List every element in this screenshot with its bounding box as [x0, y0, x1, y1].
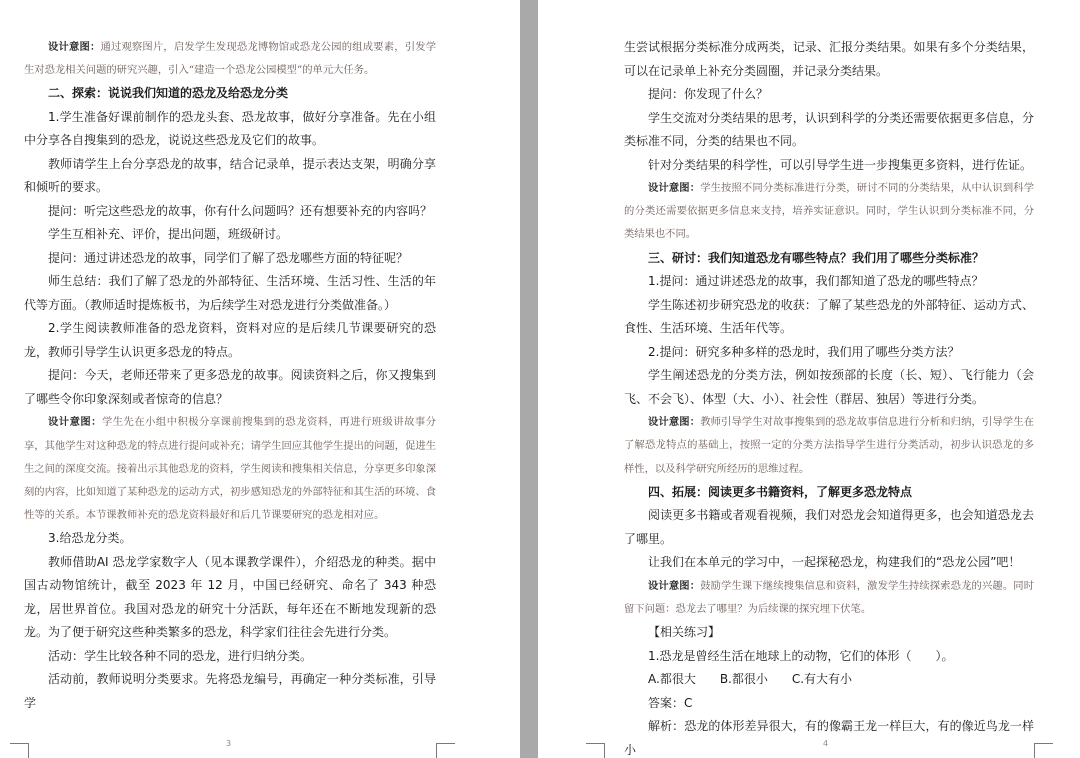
section-heading: 四、拓展：阅读更多书籍资料，了解更多恐龙特点 — [648, 484, 913, 499]
body-paragraph: 【相关练习】 — [648, 625, 721, 640]
design-intent-text: 教师引导学生对故事搜集到的恐龙故事信息进行分析和归纳，引导学生在了解恐龙特点的基础上，按照一定的分类方法指导学生进行分类活动，初步认识恐龙的多样性，以及科学研究所经历的思维过程。 — [624, 416, 1035, 475]
page-number: 4 — [823, 739, 829, 748]
design-intent-label: 设计意图： — [648, 182, 701, 194]
body-paragraph: 学生陈述初步研究恐龙的收获：了解了某些恐龙的外部特征、运动方式、食性、生活环境、生活年代等。 — [624, 297, 1034, 336]
design-intent-text: 学生按照不同分类标准进行分类，研讨不同的分类结果，从中认识到科学的分类还需要依据更多信息来支持，培养实证意识。同时，学生认识到分类标准不同，分类结果也不同。 — [624, 182, 1035, 241]
body-paragraph: 教师借助AI 恐龙学家数字人（见本课教学课件），介绍恐龙的种类。据中国古动物馆统计，截至 2023 年 12 月，中国已经研究、命名了 343 种恐龙，居世界首位。我国对恐龙的研究十分活跃，每年还在不断地发现新的恐龙。为了便于研究这些种类繁多的恐龙，科学家们往往会先进行分类。 — [24, 554, 436, 640]
crop-mark — [1034, 743, 1053, 758]
design-intent-text: 通过观察图片，启发学生发现恐龙博物馆或恐龙公园的组成要素，引发学生对恐龙相关问题的研究兴趣，引入“建造一个恐龙公园模型”的单元大任务。 — [24, 41, 437, 77]
body-paragraph: 提问：你发现了什么？ — [648, 87, 769, 101]
crop-mark — [586, 743, 605, 758]
body-paragraph: 教师请学生上台分享恐龙的故事，结合记录单，提示表达支架，明确分享和倾听的要求。 — [24, 156, 436, 195]
design-intent-paragraph — [24, 36, 436, 82]
body-paragraph: 提问：听完这些恐龙的故事，你有什么问题吗？还有想要补充的内容吗？ — [48, 203, 433, 218]
crop-mark — [436, 743, 455, 758]
design-intent-text: 鼓励学生课下继续搜集信息和资料，激发学生持续探索恐龙的兴趣。同时留下问题：恐龙去了哪里？为后续课的探究埋下伏笔。 — [624, 579, 1035, 615]
body-paragraph: 学生交流对分类结果的思考，认识到科学的分类还需要依据更多信息，分类标准不同，分类的结果也不同。 — [624, 110, 1034, 148]
design-intent-text: 学生先在小组中积极分享课前搜集到的恐龙资料，再进行班级讲故事分享，其他学生对这种恐龙的特点进行提问或补充；请学生回应其他学生提出的问题，促进生生之间的深度交流。接着出示其他恐龙的资料，学生阅读和搜集相关信息，分享更多印象深刻的内容，比如知道了某种恐龙的运动方式，初步感知恐龙的外部特征和其生活的环境、食性等的关系。本节课教师补充的恐龙资料最好和后几节课要研究的恐龙相对应。 — [24, 416, 437, 522]
body-paragraph: 1.学生准备好课前制作的恐龙头套、恐龙故事，做好分享准备。先在小组中分享各自搜集到的恐龙，说说这些恐龙及它们的故事。 — [24, 109, 436, 148]
body-paragraph: 阅读更多书籍或者观看视频，我们对恐龙会知道得更多，也会知道恐龙去了哪里。 — [624, 508, 1034, 546]
page-4-content — [624, 36, 1034, 758]
body-paragraph: 学生阐述恐龙的分类方法，例如按颈部的长度（长、短）、飞行能力（会飞、不会飞）、体型（大、小）、社会性（群居、独居）等进行分类。 — [624, 368, 1034, 406]
design-intent-label: 设计意图： — [48, 416, 102, 429]
page-number: 3 — [226, 739, 232, 748]
section-heading: 二、探索：说说我们知道的恐龙及给恐龙分类 — [48, 86, 289, 101]
body-paragraph: 让我们在本单元的学习中，一起探秘恐龙，构建我们的“恐龙公园”吧！ — [648, 555, 1021, 570]
body-paragraph: 1.提问：通过讲述恐龙的故事，我们都知道了恐龙的哪些特点？ — [648, 274, 984, 289]
body-paragraph: 活动：学生比较各种不同的恐龙，进行归纳分类。 — [48, 648, 313, 663]
page-3-content — [24, 36, 436, 715]
design-intent-label: 设计意图： — [648, 416, 701, 429]
body-paragraph: 3.给恐龙分类。 — [48, 531, 132, 546]
design-intent-paragraph — [24, 411, 436, 527]
design-intent-paragraph — [624, 575, 1034, 621]
body-paragraph: 生尝试根据分类标准分成两类，记录、汇报分类结果。如果有多个分类结果，可以在记录单上补充分类圆圈，并记录分类结果。 — [624, 40, 1034, 78]
crop-mark — [10, 743, 29, 758]
body-paragraph: 学生互相补充、评价，提出问题，班级研讨。 — [48, 227, 289, 242]
design-intent-paragraph — [624, 177, 1034, 247]
design-intent-label: 设计意图： — [648, 579, 701, 592]
body-paragraph: 1.恐龙是曾经生活在地球上的动物，它们的体形（ ）。 — [648, 648, 954, 663]
body-paragraph: 答案：C — [648, 695, 693, 710]
document-page-3 — [0, 0, 520, 758]
document-page-4 — [538, 0, 1080, 758]
body-paragraph: 师生总结：我们了解了恐龙的外部特征、生活环境、生活习性、生活的年代等方面。（教师适时提炼板书，为后续学生对恐龙进行分类做准备。） — [24, 274, 436, 312]
body-paragraph: A.都很大 B.都很小 C.有大有小 — [648, 672, 853, 687]
body-paragraph: 2.提问：研究多种多样的恐龙时，我们用了哪些分类方法？ — [648, 344, 960, 359]
body-paragraph: 解析：恐龙的体形差异很大，有的像霸王龙一样巨大，有的像近鸟龙一样小 — [624, 719, 1034, 757]
design-intent-label: 设计意图： — [48, 41, 101, 53]
body-paragraph: 2.学生阅读教师准备的恐龙资料，资料对应的是后续几节课要研究的恐龙，教师引导学生认识更多恐龙的特点。 — [24, 321, 436, 359]
body-paragraph: 针对分类结果的科学性，可以引导学生进一步搜集更多资料，进行佐证。 — [648, 157, 1033, 172]
design-intent-paragraph — [624, 411, 1034, 481]
body-paragraph: 提问：今天，老师还带来了更多恐龙的故事。阅读资料之后，你又搜集到了哪些令你印象深刻或者惊奇的信息？ — [24, 368, 436, 406]
body-paragraph: 活动前，教师说明分类要求。先将恐龙编号，再确定一种分类标准，引导学 — [24, 672, 436, 710]
section-heading: 三、研讨：我们知道恐龙有哪些特点？我们用了哪些分类标准？ — [648, 250, 985, 265]
body-paragraph: 提问：通过讲述恐龙的故事，同学们了解了恐龙哪些方面的特征呢？ — [48, 250, 409, 265]
